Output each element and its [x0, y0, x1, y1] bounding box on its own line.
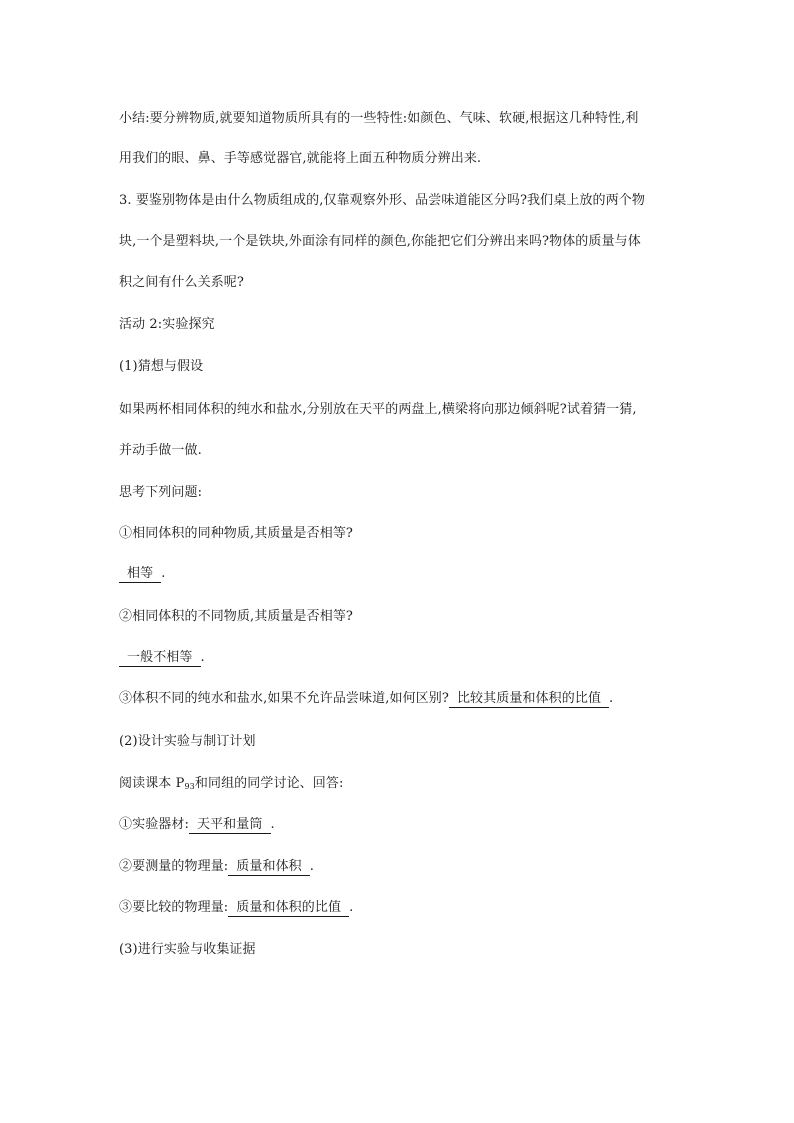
answer-end-1: . [161, 566, 166, 581]
design-item-3 [119, 900, 353, 917]
think-heading: 思考下列问题: [119, 485, 203, 500]
design-end-1: . [270, 817, 275, 832]
question-3-row [119, 691, 613, 708]
guess-line-1: 如果两杯相同体积的纯水和盐水,分别放在天平的两盘上,横梁将向那边倾斜呢?试着猜一猜, [119, 402, 637, 417]
design-item-1-label: ①实验器材: [119, 817, 189, 832]
answer-line-1 [119, 566, 165, 583]
guess-line-2: 并动手做一做. [119, 443, 202, 458]
question-1: ①相同体积的同种物质,其质量是否相等? [119, 526, 354, 541]
design-end-2: . [309, 859, 315, 874]
question-3-line-3: 积之间有什么关系呢? [119, 275, 244, 290]
activity-2-title: 活动 2:实验探究 [119, 317, 215, 332]
answer-blank-1: 相等 [119, 566, 161, 583]
summary-line-2: 用我们的眼、鼻、手等感觉器官,就能将上面五种物质分辨出来. [119, 151, 482, 166]
experiment-heading: (3)进行实验与收集证据 [119, 942, 256, 957]
design-item-3-label: ③要比较的物理量: [119, 900, 229, 915]
design-item-2 [119, 859, 314, 876]
answer-end-3: . [609, 691, 614, 706]
read-textbook-line [119, 776, 343, 795]
design-heading: (2)设计实验与制订计划 [119, 734, 256, 749]
read-prefix: 阅读课本 P [119, 776, 185, 791]
read-suffix: 和同组的同学讨论、回答: [194, 776, 344, 791]
design-item-2-label: ②要测量的物理量: [119, 859, 229, 874]
design-blank-2: 质量和体积 [228, 859, 310, 876]
question-3-line-1: 3. 要鉴别物体是由什么物质组成的,仅靠观察外形、品尝味道能区分吗?我们桌上放的两个物 [119, 193, 645, 208]
design-item-1 [119, 817, 275, 834]
design-end-3: . [349, 900, 354, 915]
answer-blank-2: 一般不相等 [119, 650, 201, 667]
summary-line-1: 小结:要分辨物质,就要知道物质所具有的一些特性:如颜色、气味、软硬,根据这几种特性,利 [119, 111, 639, 126]
question-2: ②相同体积的不同物质,其质量是否相等? [119, 609, 354, 624]
page-number: 93 [184, 782, 195, 791]
answer-line-2 [119, 650, 205, 667]
question-3-line-2: 块,一个是塑料块,一个是铁块,外面涂有同样的颜色,你能把它们分辨出来吗?物体的质量与体 [119, 234, 641, 249]
guess-heading: (1)猜想与假设 [119, 359, 204, 374]
design-blank-1: 天平和量筒 [189, 817, 271, 834]
answer-blank-3: 比较其质量和体积的比值 [449, 691, 609, 708]
question-3-text: ③体积不同的纯水和盐水,如果不允许品尝味道,如何区别? [119, 691, 449, 706]
design-blank-3: 质量和体积的比值 [228, 900, 349, 917]
answer-end-2: . [200, 650, 205, 665]
